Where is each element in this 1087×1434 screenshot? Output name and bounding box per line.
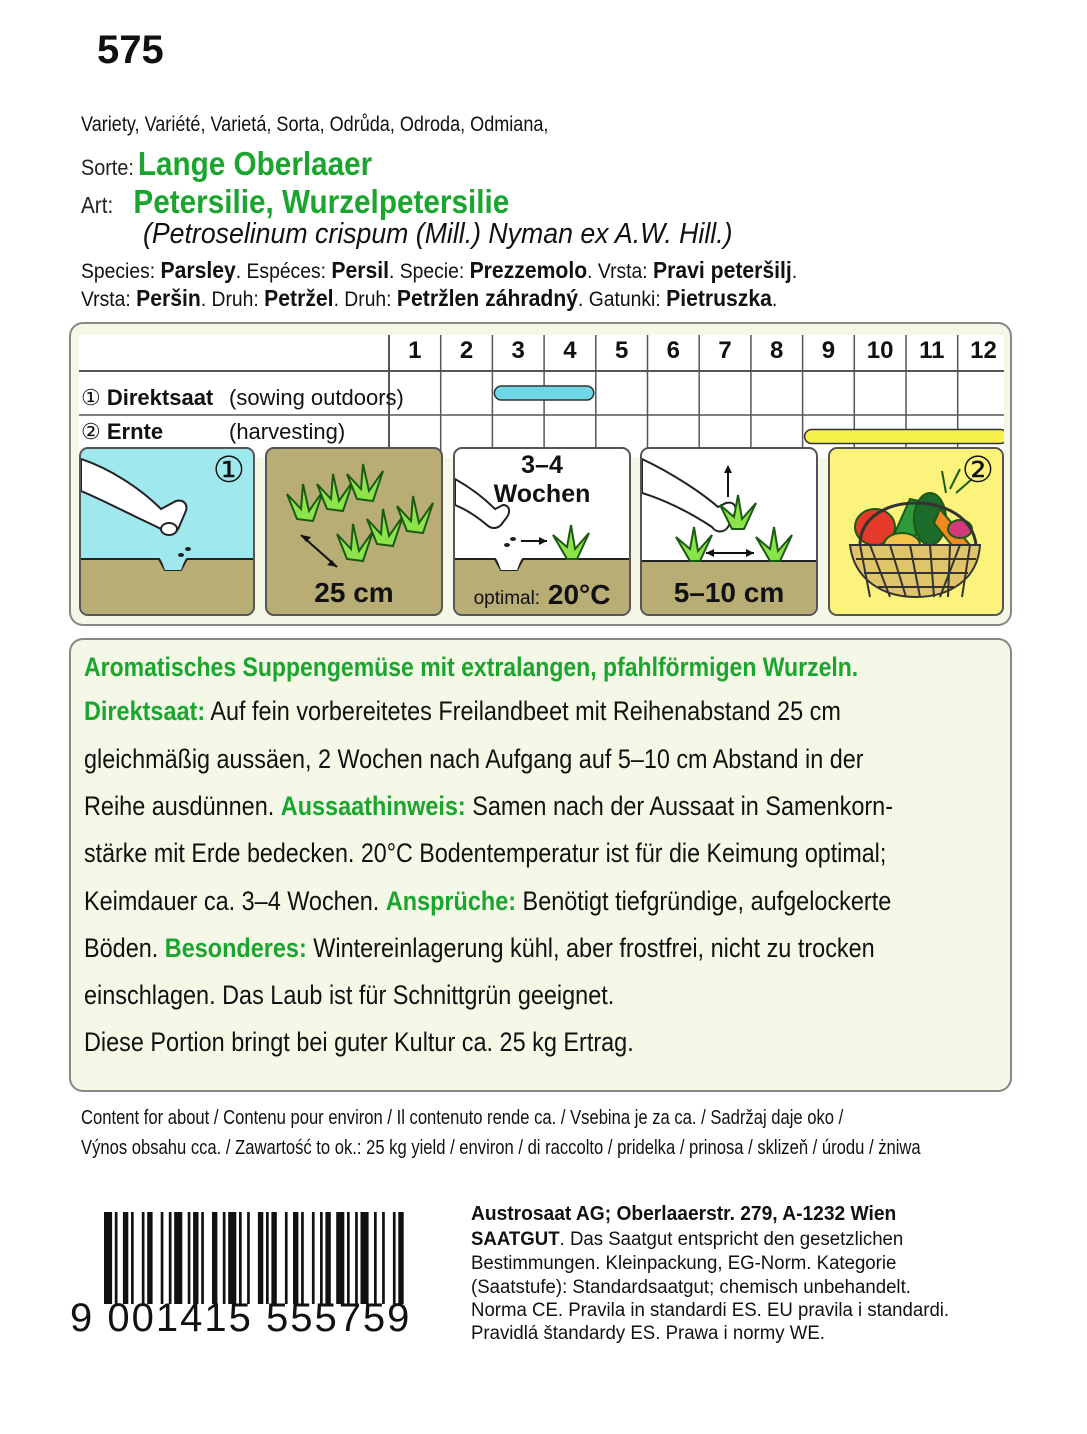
botanical-name: (Petroselinum crispum (Mill.) Nyman ex A.W. Hill.) (143, 218, 733, 250)
species-name: Petržel (264, 285, 334, 311)
row-marker-2: ② (81, 419, 101, 444)
saatgut-text: . Das Saatgut entspricht den gesetzlichen (559, 1229, 904, 1250)
description-text: stärke mit Erde bedecken. 20°C Bodentemperatur ist für die Keimung optimal; (84, 838, 887, 868)
description-line (84, 980, 614, 1011)
barcode-bar (169, 1212, 172, 1304)
harvest-marker: ② (961, 449, 994, 490)
temperature-value: 20°C (547, 579, 611, 610)
month-header: 7 (718, 337, 732, 364)
barcode-bar (147, 1212, 152, 1304)
barcode-bar (123, 1212, 128, 1304)
plant-spacing-value: 5–10 cm (673, 577, 785, 608)
species-lang-label: . Gatunki: (578, 288, 667, 311)
description-text: Keimdauer ca. 3–4 Wochen. (84, 886, 386, 916)
description-text: Diese Portion bringt bei guter Kultur ca. 25 kg Ertrag. (84, 1027, 634, 1057)
species-name: Pietruszka (666, 285, 772, 311)
sorte-row (81, 145, 372, 183)
species-lang-label: . Espéces: (235, 260, 332, 283)
barcode-bar (201, 1212, 204, 1304)
description-text: Reihe ausdünnen. (84, 791, 281, 821)
barcode-bar (398, 1212, 403, 1304)
barcode-bar (301, 1212, 304, 1304)
description-line (84, 1027, 634, 1058)
barcode-bar (161, 1212, 164, 1304)
barcode-bar (312, 1212, 315, 1304)
species-lang-label: . Vrsta: (587, 260, 654, 283)
species-name: Pravi peteršilj (653, 257, 792, 283)
species-lang-label: Species: (81, 260, 161, 283)
month-header: 5 (614, 337, 629, 364)
month-header: 9 (821, 337, 836, 364)
row-spacing-value: 25 cm (314, 577, 394, 608)
month-header: 11 (919, 337, 945, 364)
barcode-bar (336, 1212, 344, 1304)
species-line-1 (81, 257, 797, 284)
barcode-bar (271, 1212, 276, 1304)
description-headline: Aromatisches Suppengemüse mit extralangen, pfahlförmigen Wurzeln. (84, 652, 859, 682)
description-text: einschlagen. Das Laub ist für Schnittgrün geeignet. (84, 980, 615, 1010)
germination-weeks-number: 3–4 (521, 451, 563, 479)
company-line-3: (Saatstufe): Standardsaatgut; chemisch unbehandelt. (471, 1277, 911, 1298)
section-heading: Aussaathinweis: (280, 791, 466, 821)
germination-temperature (455, 579, 629, 611)
species-name: Petržlen záhradný (396, 285, 579, 311)
month-header: 3 (511, 337, 525, 364)
barcode-bar (212, 1212, 217, 1304)
barcode-bar (228, 1212, 236, 1304)
description-text: Böden. (84, 933, 165, 963)
species-name: Persil (331, 257, 390, 283)
species-lang-label: . (791, 260, 798, 283)
description-line (84, 744, 863, 775)
species-line-2 (81, 285, 777, 312)
species-name: Prezzemolo (469, 257, 588, 283)
art-label: Art: (81, 192, 114, 218)
description-text: Wintereinlagerung kühl, aber frostfrei, nicht zu trocken (306, 933, 875, 963)
month-header: 6 (666, 337, 681, 364)
barcode-bar (188, 1212, 191, 1304)
barcode-bar (258, 1212, 263, 1304)
company-address: Austrosaat AG; Oberlaaerstr. 279, A-1232 Wien (471, 1203, 897, 1225)
section-heading: Ansprüche: (385, 886, 517, 916)
barcode-bar (174, 1212, 182, 1304)
row-marker-1: ① (81, 385, 101, 410)
description-text: Benötigt tiefgründige, aufgelockerte (516, 886, 892, 916)
barcode-bar (193, 1212, 198, 1304)
species-name: Peršin (136, 285, 201, 311)
description-line (84, 886, 891, 917)
row-ernte-label (81, 419, 346, 445)
schedule-bar-harvest (805, 430, 1004, 444)
calendar-table (79, 335, 1004, 458)
barcode-bar (347, 1212, 350, 1304)
barcode-bar (320, 1212, 323, 1304)
barcode-bar (374, 1212, 377, 1304)
barcode-bar (393, 1212, 396, 1304)
company-line-2: Bestimmungen. Kleinpackung, EG-Norm. Kategorie (471, 1253, 897, 1274)
packet-number: 575 (97, 28, 164, 72)
description-line (84, 791, 893, 822)
description-line (84, 933, 875, 964)
month-header: 10 (866, 337, 894, 364)
barcode-bar (115, 1212, 118, 1304)
art-value: Petersilie, Wurzelpetersilie (133, 183, 510, 220)
sowing-schedule-panel (69, 322, 1012, 626)
barcode-bar (131, 1212, 134, 1304)
barcode-bar (355, 1212, 358, 1304)
description-line (84, 838, 886, 869)
barcode-bar (325, 1212, 330, 1304)
company-line-5: Pravidlá štandardy ES. Prawa i normy WE. (471, 1323, 825, 1344)
barcode-bar (239, 1212, 242, 1304)
sowing-marker: ① (212, 449, 245, 490)
row-translation-harvest: (harvesting) (229, 419, 346, 444)
species-name: Parsley (160, 257, 236, 283)
barcode-bar (247, 1212, 250, 1304)
species-lang-label: . Druh: (200, 288, 265, 311)
description-text: Samen nach der Aussaat in Samenkorn- (465, 791, 894, 821)
species-lang-label: . (771, 288, 778, 311)
barcode-number: 9 001415 555759 (70, 1296, 412, 1340)
barcode-bar (104, 1212, 112, 1304)
barcode-bar (285, 1212, 288, 1304)
section-heading: Direktsaat: (84, 696, 206, 726)
company-line-4: Norma CE. Pravila in standardi ES. EU pravila i standardi. (471, 1300, 950, 1321)
month-header: 4 (563, 337, 577, 364)
content-line-1: Content for about / Contenu pour environ / Il contenuto rende ca. / Vsebina je za ca. / Sadržaj daje oko / (81, 1107, 844, 1129)
row-direktsaat-label (81, 385, 404, 411)
pictogram-germination (453, 447, 631, 616)
row-label-direktsaat: Direktsaat (106, 385, 214, 410)
species-lang-label: Vrsta: (81, 288, 137, 311)
row-label-ernte: Ernte (106, 419, 164, 444)
germination-duration (455, 451, 629, 509)
content-line-2: Výnos obsahu cca. / Zawartość to ok.: 25 kg yield / environ / di raccolto / pridelka / prinosa / sklizeň / úrodu / żniwa (81, 1137, 921, 1159)
art-row (81, 183, 509, 221)
pictogram-row-spacing (265, 447, 443, 616)
saatgut-line (471, 1229, 903, 1251)
month-header: 1 (408, 337, 422, 364)
barcode-bar (223, 1212, 226, 1304)
barcode-bar (293, 1212, 298, 1304)
barcode-bar (266, 1212, 269, 1304)
pictogram-harvest (828, 447, 1004, 616)
germination-weeks-label: Wochen (493, 480, 591, 508)
pictogram-thinning (640, 447, 818, 616)
variety-languages: Variety, Variété, Varietá, Sorta, Odrůda, Odroda, Odmiana, (81, 113, 549, 136)
description-panel (69, 638, 1012, 1092)
pictogram-sowing (79, 447, 255, 616)
month-header: 8 (770, 337, 784, 364)
row-translation-sowing: (sowing outdoors) (229, 385, 404, 410)
sorte-value: Lange Oberlaaer (137, 145, 373, 182)
barcode-bar (142, 1212, 145, 1304)
saatgut-label: SAATGUT (471, 1229, 560, 1250)
barcode-bar (382, 1212, 385, 1304)
description-text: Auf fein vorbereitetes Freilandbeet mit Reihenabstand 25 cm (205, 696, 841, 726)
section-heading: Besonderes: (164, 933, 307, 963)
schedule-bar-sowing (494, 386, 593, 400)
description-line (84, 696, 841, 727)
sorte-label: Sorte: (81, 155, 134, 180)
species-lang-label: . Specie: (389, 260, 470, 283)
month-header: 12 (970, 337, 997, 364)
barcode-bar (361, 1212, 369, 1304)
description-text: gleichmäßig aussäen, 2 Wochen nach Aufgang auf 5–10 cm Abstand in der (84, 744, 864, 774)
month-header: 2 (459, 337, 474, 364)
temperature-label: optimal: (473, 588, 541, 609)
species-lang-label: . Druh: (333, 288, 397, 311)
